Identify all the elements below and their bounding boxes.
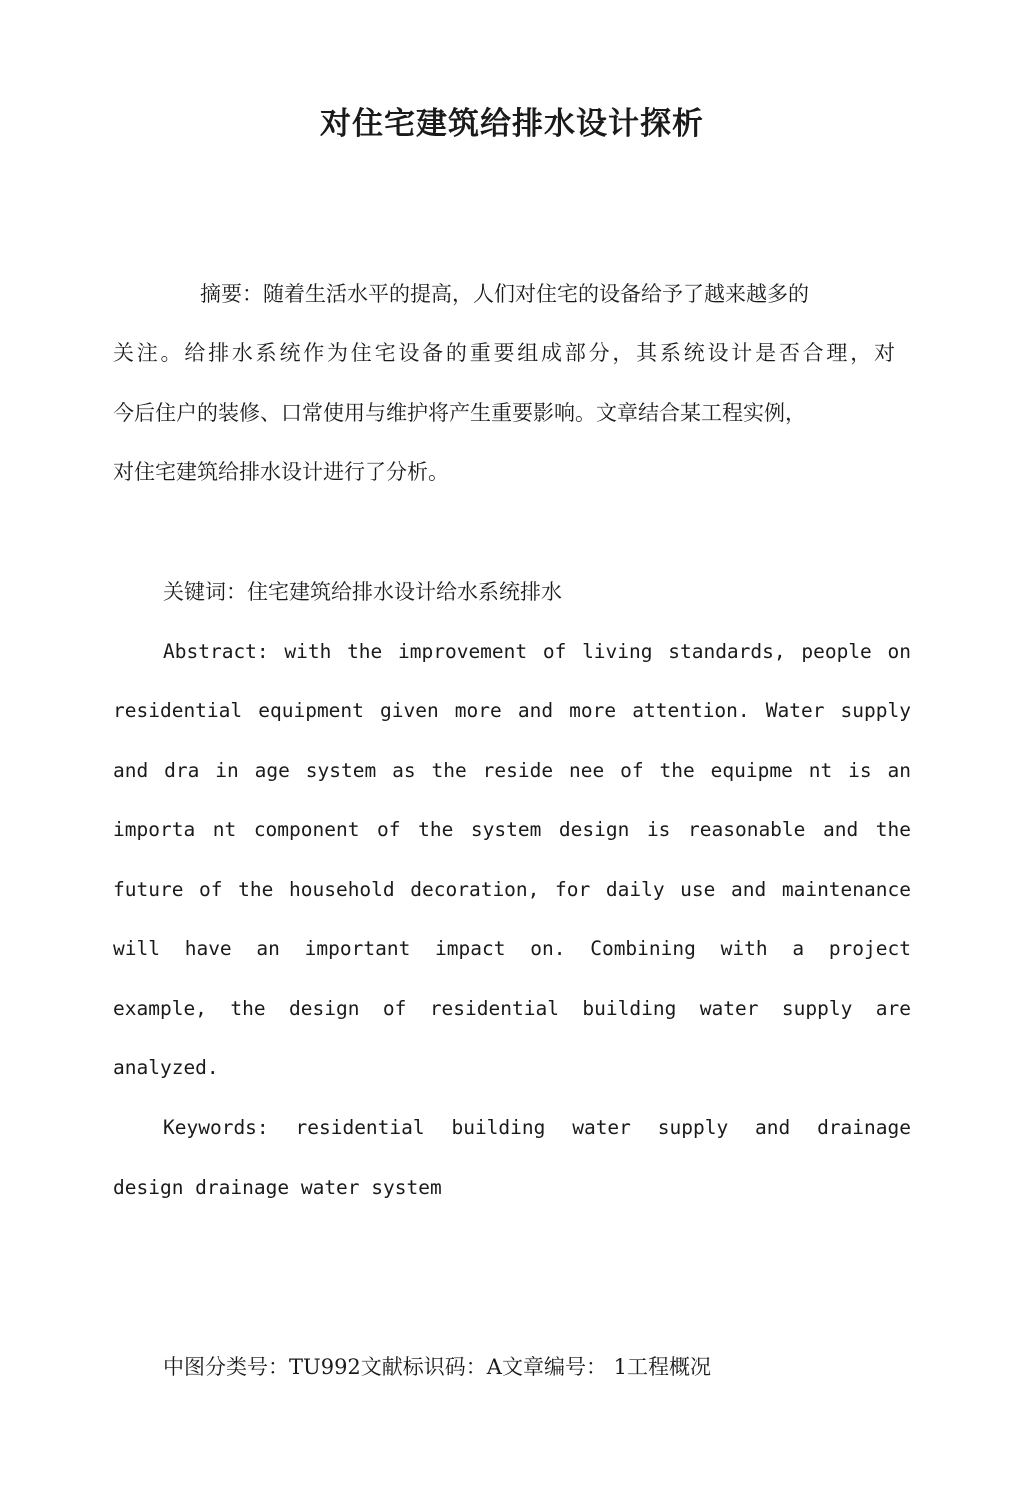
abstract-en-line-5: future of the household decoration, for daily use and maintenance (113, 878, 911, 901)
abstract-zh-line-1: 摘要：随着生活水平的提高，人们对住宅的设备给予了越来越多的 (200, 282, 809, 306)
abstract-zh-line-2: 关注。给排水系统作为住宅设备的重要组成部分，其系统设计是否合理，对 (113, 341, 895, 365)
keywords-en-line-2: design drainage water system (113, 1176, 442, 1199)
abstract-en-line-4: importa nt component of the system design is reasonable and the (113, 818, 911, 841)
abstract-en-line-6: will have an important impact on. Combining with a project (113, 937, 911, 960)
abstract-zh-line-4: 对住宅建筑给排水设计进行了分析。 (113, 460, 449, 484)
abstract-en-line-7: example, the design of residential building water supply are (113, 997, 911, 1020)
abstract-en-line-8: analyzed. (113, 1056, 219, 1079)
abstract-zh-line-3: 今后住户的装修、口常使用与维护将产生重要影响。文章结合某工程实例， (113, 401, 806, 425)
abstract-en-line-1: Abstract: with the improvement of living standards, people on (163, 640, 911, 663)
document-title: 对住宅建筑给排水设计探析 (320, 106, 704, 142)
keywords-en-line-1: Keywords: residential building water supply and drainage (163, 1116, 911, 1139)
abstract-en-line-3: and dra in age system as the reside nee of the equipme nt is an (113, 759, 911, 782)
keywords-zh: 关键词：住宅建筑给排水设计给水系统排水 (163, 580, 562, 604)
abstract-en-line-2: residential equipment given more and more attention. Water supply (113, 699, 911, 722)
classification-line: 中图分类号：TU992文献标识码：A文章编号： 1工程概况 (163, 1355, 711, 1379)
